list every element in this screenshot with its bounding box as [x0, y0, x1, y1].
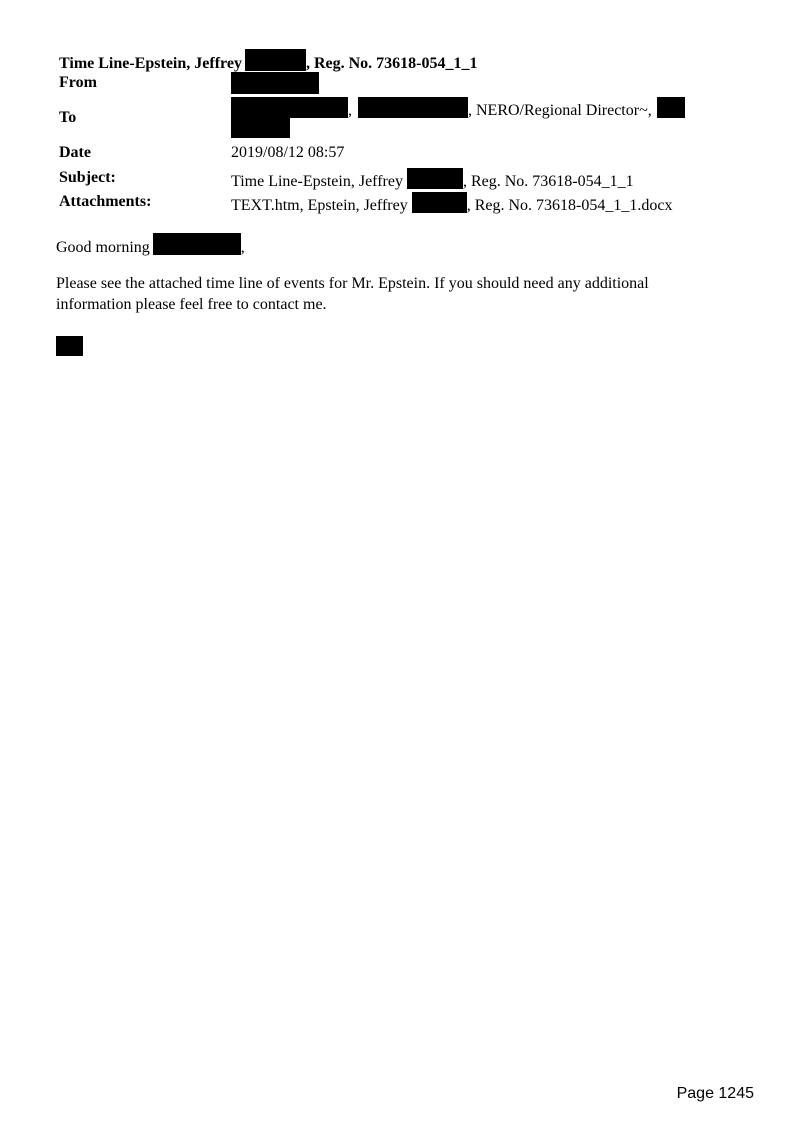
body-line-1: Please see the attached time line of events for Mr. Epstein. If you should need any additional [56, 275, 649, 292]
attachments-label: Attachments: [59, 193, 152, 210]
from-label: From [59, 74, 97, 91]
redaction-box [358, 97, 468, 118]
to-label: To [59, 109, 77, 126]
redaction-box [657, 97, 685, 118]
page-number: Page 1245 [676, 1085, 754, 1102]
title-text-end: , Reg. No. 73618-054_1_1 [305, 55, 478, 72]
redaction-box [231, 72, 319, 94]
redaction-box [407, 168, 463, 189]
attachments-value [231, 192, 672, 216]
title-text-start: Time Line-Epstein, Jeffrey [59, 55, 242, 72]
redaction-box [231, 118, 290, 138]
to-value [231, 97, 685, 121]
redaction-box [153, 233, 241, 255]
greeting-comma: , [240, 239, 245, 256]
from-value [231, 72, 319, 97]
to-recipient-text: , NERO/Regional Director~, [468, 102, 652, 119]
signature-redaction [56, 336, 83, 356]
date-label: Date [59, 144, 91, 161]
redaction-box [231, 97, 348, 118]
to-separator: , [348, 102, 352, 119]
date-value: 2019/08/12 08:57 [231, 144, 345, 161]
greeting [56, 233, 245, 258]
body-line-2: information please feel free to contact me. [56, 296, 327, 313]
email-title [59, 49, 478, 74]
subject-text-start: Time Line-Epstein, Jeffrey [231, 173, 403, 190]
subject-text-end: , Reg. No. 73618-054_1_1 [462, 173, 634, 190]
greeting-text: Good morning [56, 239, 150, 256]
subject-value [231, 168, 634, 192]
attachments-text-end: , Reg. No. 73618-054_1_1.docx [466, 197, 673, 214]
subject-label: Subject: [59, 169, 116, 186]
redaction-box [412, 192, 467, 213]
redaction-box [245, 49, 306, 71]
attachments-text-start: TEXT.htm, Epstein, Jeffrey [231, 197, 408, 214]
